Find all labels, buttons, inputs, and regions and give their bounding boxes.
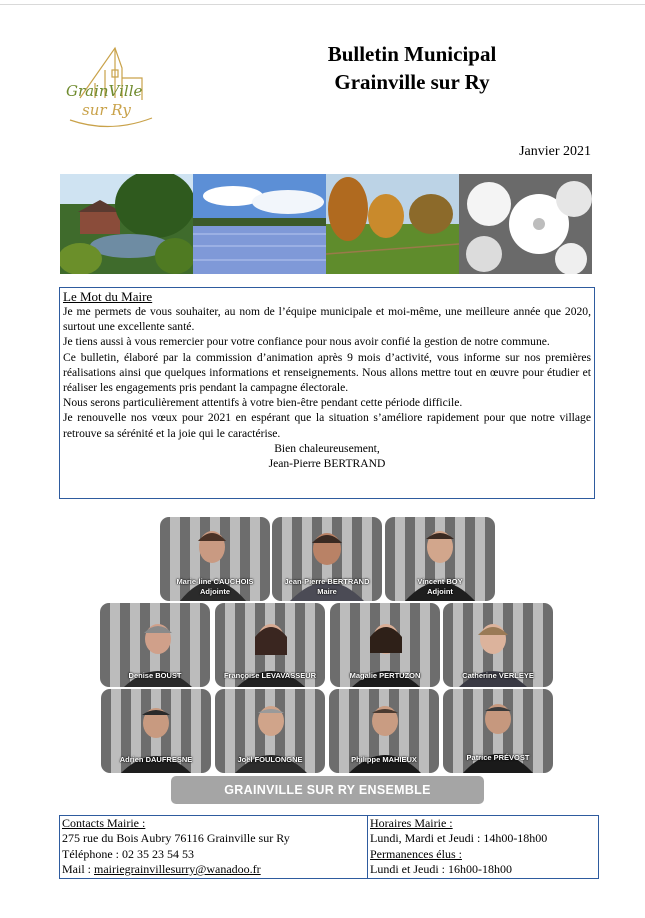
team-card [101, 689, 211, 773]
member-name: Marie-line CAUCHOIS [176, 577, 254, 586]
mot-paragraph: Je tiens aussi à vous remercier pour votre confiance pour nous avoir confié la gestion de notre commune. [63, 335, 550, 349]
pond-garden-photo [60, 174, 193, 274]
member-role: Adjoint [427, 587, 453, 596]
contacts-mail-line [62, 862, 367, 877]
contacts-title: Contacts Mairie : [62, 816, 146, 830]
top-rule [0, 4, 645, 5]
member-name: Françoise LEVAVASSEUR [223, 671, 317, 680]
mot-du-maire-box [59, 287, 595, 499]
hours-title: Horaires Mairie : [370, 816, 453, 830]
white-blossoms-photo [459, 174, 592, 274]
title-line-1: Bulletin Municipal [327, 42, 497, 66]
member-name: Jean-Pierre BERTRAND [284, 577, 370, 586]
bulletin-title [262, 40, 562, 96]
team-card [329, 689, 439, 773]
permanences-title: Permanences élus : [370, 846, 462, 861]
team-card [443, 603, 553, 687]
member-name: Philippe MAHIEUX [351, 755, 417, 764]
contacts-address: 275 rue du Bois Aubry 76116 Grainville sur Ry [62, 831, 290, 846]
contacts-box [59, 815, 599, 879]
team-banner: GRAINVILLE SUR RY ENSEMBLE [171, 776, 484, 804]
mot-paragraph: Ce bulletin, élaboré par la commission d’animation après 9 mois d’activité, vous informe sur nos premières réalisations ainsi que quelques informations et renseignements. Nous allons mettre tout en œuvre pour étudier et réaliser les engagements pris pendant la campagne électorale. [63, 350, 591, 395]
mail-link[interactable]: mairiegrainvillesurry@wanadoo.fr [94, 861, 261, 876]
member-name: Adrien DAUFRESNE [119, 755, 193, 764]
team-card [330, 603, 440, 687]
mot-paragraph: Je me permets de vous souhaiter, au nom de l’équipe municipale et moi-même, une meilleure année que 2020, surtout une excellente santé. [63, 305, 591, 334]
svg-text:GrainVille: GrainVille [66, 82, 143, 100]
mot-du-maire-heading: Le Mot du Maire [63, 289, 153, 304]
contacts-phone: Téléphone : 02 35 23 54 53 [62, 846, 194, 861]
mot-paragraph: Nous serons particulièrement attentifs à votre bien-être pendant cette période difficile. [63, 396, 463, 410]
autumn-meadow-photo [326, 174, 459, 274]
member-name: Magalie PERTUZON [349, 671, 421, 680]
mail-label: Mail : [62, 861, 94, 876]
member-name: Vincent BOY [417, 577, 463, 586]
mot-signature: Jean-Pierre BERTRAND [268, 457, 386, 471]
team-card [272, 517, 382, 601]
mot-paragraph: Je renouvelle nos vœux pour 2021 en espérant que la situation s’améliore rapidement pour que notre village retrouve sa sérénité et la joie qui le caractérise. [63, 411, 591, 440]
svg-text:sur Ry: sur Ry [82, 101, 131, 119]
title-line-2: Grainville sur Ry [334, 70, 490, 94]
team-card [215, 603, 325, 687]
permanences-value: Lundi et Jeudi : 16h00-18h00 [370, 861, 512, 876]
issue-date: Janvier 2021 [519, 144, 591, 159]
member-name: Denise BOUST [128, 671, 182, 680]
church-logo-icon [60, 38, 160, 138]
team-card [215, 689, 325, 773]
team-card [100, 603, 210, 687]
mot-closing: Bien chaleureusement, [274, 441, 380, 455]
member-name: Patrice PRÉVOST [466, 753, 530, 762]
team-card [385, 517, 495, 601]
member-name: Joël FOULONGNE [237, 755, 303, 764]
hours-value: Lundi, Mardi et Jeudi : 14h00-18h00 [370, 831, 548, 846]
hours-column [368, 816, 598, 878]
member-name: Catherine VERLEYE [462, 671, 534, 680]
team-card [160, 517, 270, 601]
contacts-column [60, 816, 368, 878]
village-logo [60, 38, 160, 138]
member-role: Maire [317, 587, 337, 596]
team-card [443, 689, 553, 773]
photo-banner [60, 174, 592, 274]
flax-field-photo [193, 174, 326, 274]
member-role: Adjointe [200, 587, 230, 596]
